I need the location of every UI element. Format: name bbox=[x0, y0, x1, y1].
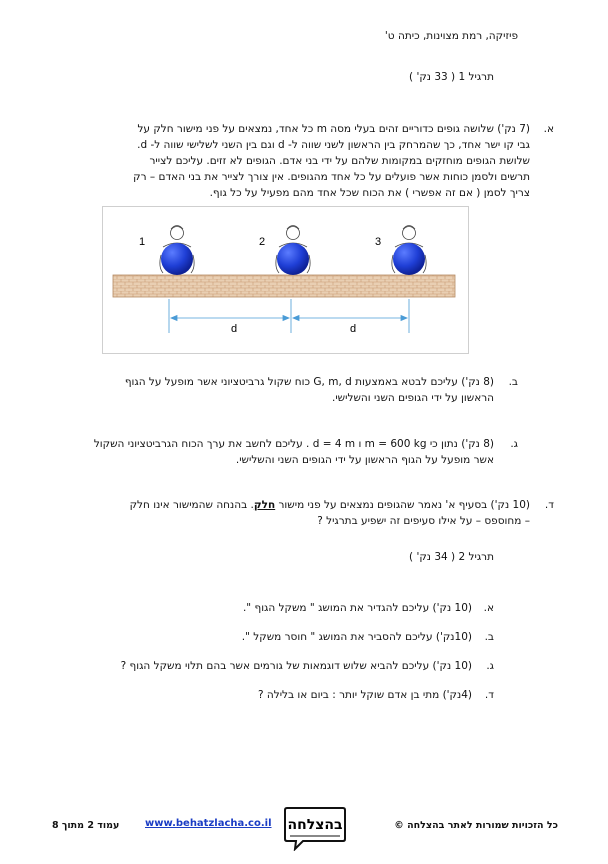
emphasized-word: חלק bbox=[253, 499, 276, 511]
question-letter: ד. bbox=[544, 499, 554, 511]
question-line: אשר מופעל על הגוף הראשון על ידי הגופים השני והשלישי. bbox=[235, 454, 494, 466]
question-letter: א. bbox=[483, 602, 494, 614]
question-text: (10 נק') עליכם להגדיר את המושג " משקל הגוף ". bbox=[242, 602, 472, 614]
footer-website-link[interactable]: www.behatzlacha.co.il bbox=[145, 818, 272, 829]
question-1d bbox=[50, 497, 554, 529]
exercise-1-title bbox=[294, 71, 494, 83]
logo-text: בהצלחה bbox=[287, 817, 343, 833]
distance-arrow-1 bbox=[171, 316, 289, 321]
body-2 bbox=[276, 226, 310, 276]
subject-line: פיזיקה, רמת מצוינות, כיתה ט' bbox=[384, 30, 518, 42]
question-2d bbox=[74, 689, 494, 701]
question-letter: ג. bbox=[510, 438, 518, 450]
question-1b bbox=[94, 374, 518, 406]
body-3 bbox=[392, 226, 426, 276]
behatzlacha-logo bbox=[283, 805, 347, 851]
distance-label-1: d bbox=[231, 323, 238, 335]
question-letter: ג. bbox=[486, 660, 494, 672]
distance-label-2: d bbox=[350, 323, 357, 335]
exercise-2-title-text: תרגיל 2 ( 34 נק' ) bbox=[409, 551, 494, 563]
question-line: שלושת הגופים מוחזקים במקומות שלהם על ידי בני אדם. הגופים לא זזים. עליכם לצייר bbox=[149, 155, 530, 167]
question-text: (4נק') מתי בן אדם שוקל יותר : ביום או בלילה ? bbox=[257, 689, 472, 701]
question-line: (8 נק') עליכם לבטא באמצעות G, m, d כוח שקול גרביטציוני אשר מופעל על הגוף bbox=[124, 376, 494, 388]
physics-figure bbox=[102, 206, 469, 354]
surface-plank bbox=[113, 275, 455, 297]
logo-speech-bubble-icon bbox=[283, 805, 347, 851]
question-letter: ד. bbox=[484, 689, 494, 701]
question-2b bbox=[74, 631, 494, 643]
question-line: צריך לסמן ( אם זה אפשרי ) את הכוח שכל אחד מהם מפעיל על כל גוף. bbox=[209, 187, 530, 199]
exercise-1-title-text: תרגיל 1 ( 33 נק' ) bbox=[409, 71, 494, 83]
document-header bbox=[218, 30, 518, 42]
three-spheres-diagram bbox=[103, 207, 468, 353]
question-letter: ב. bbox=[484, 631, 494, 643]
question-text: (10נק') עליכם להסביר את המושג " חוסר משקל ". bbox=[241, 631, 472, 643]
distance-arrow-2 bbox=[293, 316, 407, 321]
question-line: – מחוספס – על אילו סעיפים זה ישפיע בתרגיל ? bbox=[317, 515, 530, 527]
question-text: (10 נק') בסעיף א' נאמר שהגופים נמצאים על פני מישור bbox=[275, 499, 530, 511]
question-line: הראשון על ידי הגופים השני והשלישי. bbox=[332, 392, 494, 404]
body-label-3: 3 bbox=[375, 236, 382, 248]
question-line: (8 נק') נתון כי m = 600 kg ו d = 4 m . עליכם לחשב את ערך הכוח הגרביטציוני השקול bbox=[93, 438, 494, 450]
question-line bbox=[50, 497, 530, 513]
question-1a bbox=[70, 121, 554, 201]
question-letter: א. bbox=[543, 123, 554, 135]
question-text: (10 נק') עליכם להביא שלוש דוגמאות של גורמים אשר בהם תלוי משקל הגוף ? bbox=[120, 660, 472, 672]
footer-page-number: עמוד 2 מתוך 8 bbox=[52, 820, 120, 831]
body-label-2: 2 bbox=[259, 236, 266, 248]
question-letter: ב. bbox=[508, 376, 518, 388]
question-text: . בהנחה שהמישור אינו חלק bbox=[129, 499, 254, 511]
question-1c bbox=[54, 436, 518, 468]
exercise-2-title bbox=[294, 551, 494, 563]
body-label-1: 1 bbox=[139, 236, 146, 248]
footer-copyright: כל הזכויות שמורות לאתר בהצלחה © bbox=[394, 820, 558, 831]
question-2c bbox=[74, 660, 494, 672]
question-2a bbox=[74, 602, 494, 614]
question-line: (7 נק') שלושה גופים כדוריים זהים בעלי מסה m כל אחד, נמצאים על פני מישור חלק על bbox=[137, 123, 530, 135]
question-line: גבי קו ישר אחד, כך שהמרחק בין הראשון לשני שווה ל- d וגם בין השני לשלישי שווה ל- d. bbox=[137, 139, 530, 151]
question-line: תרשים ולסמן כוחות אשר פועלים על כל אחד מהגופים. אין צורך לצייר את בני האדם – רק bbox=[133, 171, 530, 183]
body-1 bbox=[160, 226, 194, 276]
